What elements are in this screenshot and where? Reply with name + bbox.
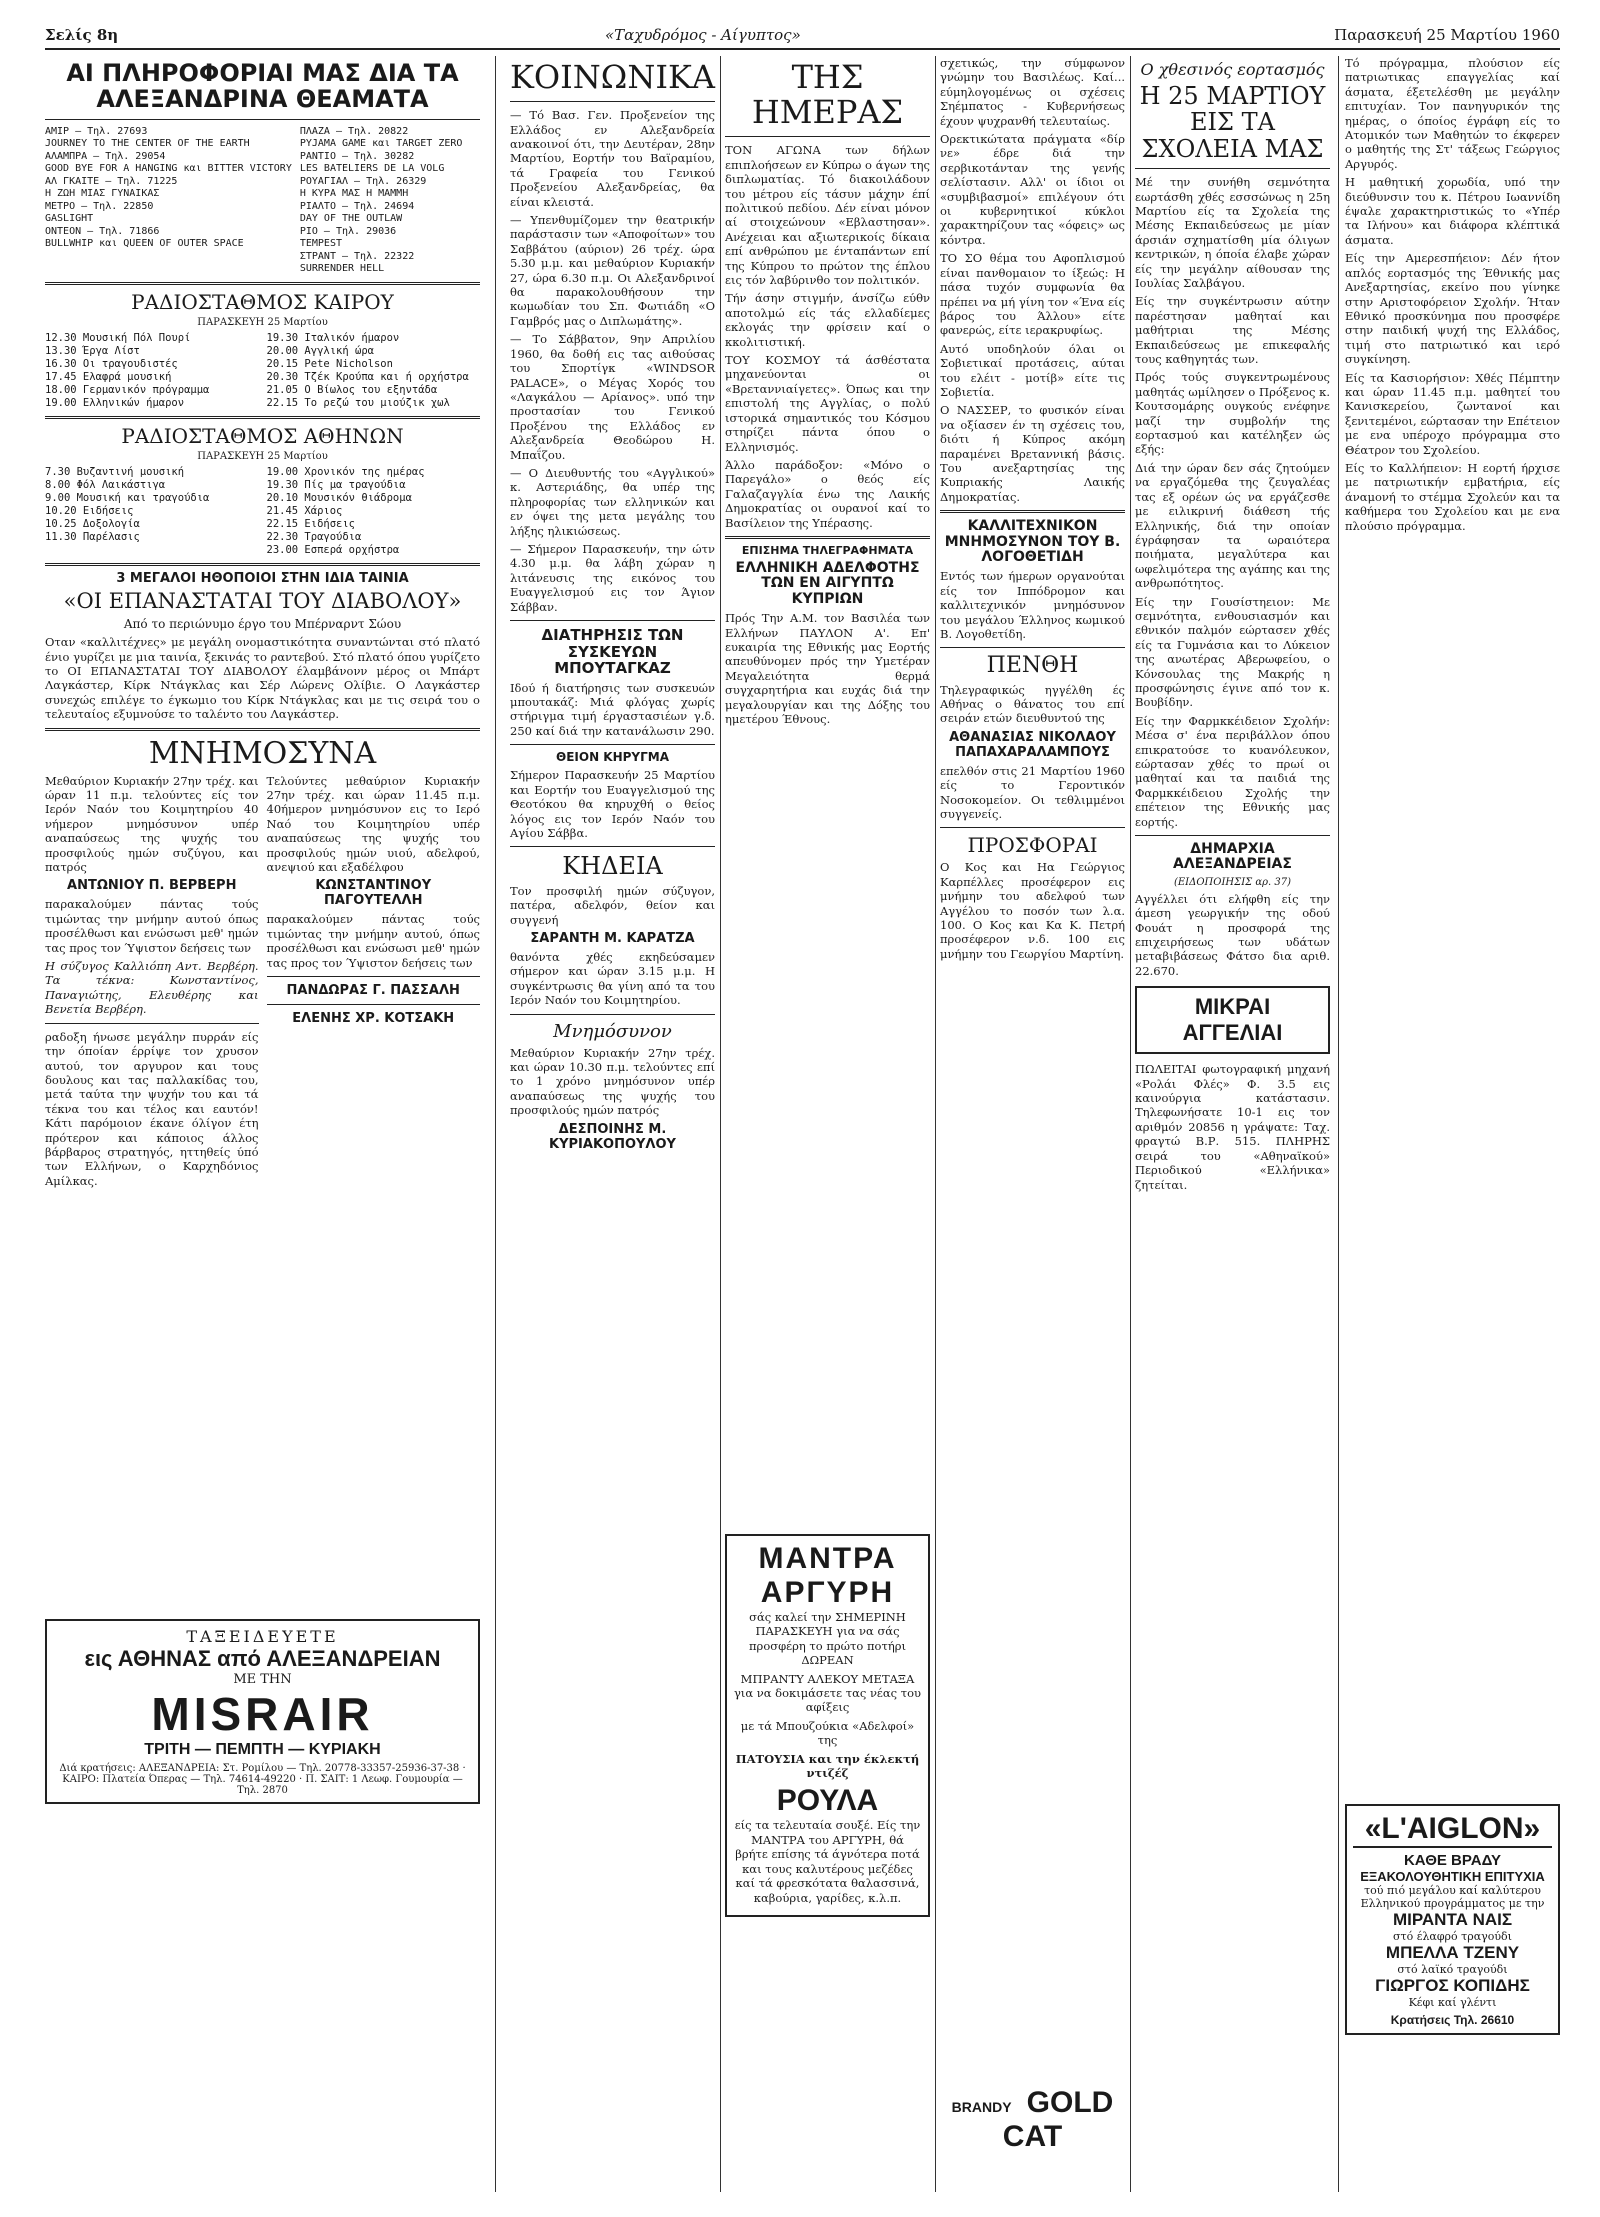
municipality-sub: (ΕΙΔΟΠΟΙΗΣΙΣ αρ. 37) xyxy=(1173,876,1292,888)
cinema-item: ΑΜΙΡ — Τηλ. 27693 xyxy=(45,125,148,137)
article-text: Άλλο παράδοξον: «Μόνο ο Παρεγάλο» ο θεός είς Γαλαζαγγλία ένω της Λαικής Δημοκρατίας οι ουρανοί καί το Βασίλειον της Υπέρασης. xyxy=(725,457,930,530)
schedule-item: 22.15 Ειδήσεις xyxy=(266,517,356,530)
ad-kicker: ΤΑΞΕΙΔΕΥΕΤΕ xyxy=(186,1627,339,1646)
article-text: Είς το Καλλήπειον: Η εορτή ήρχισε με πατριωτικήν εμβατήρια, είς άναμονή το στέμμα Σχολεύν και τα καθήμερα του Σχολείου και με ενα πλούσιο πρόγραμμα. xyxy=(1345,460,1560,533)
column-schools xyxy=(1135,56,1330,2191)
radio-athens-schedule xyxy=(45,466,480,557)
cinema-item: ΡΙΑΛΤΟ — Τηλ. 24694 xyxy=(299,200,415,212)
telegram-text: Πρός Την Α.Μ. τον Βασιλέα των Ελλήνων ΠΑΥΛΟΝ Α'. Επ' ευκαιρία της Εθνικής μας Εορτής απευθύνομεν πρός την Υμετέραν Μεγαλειότητα θερμά συγχαρητήρια και ευχάς διά την μεγαλουργίαν και της Δόξης του ημετέρου Έθνους. xyxy=(725,611,930,727)
cinema-item: LES BATELIERS DE LA VOLG xyxy=(299,163,445,175)
cinema-item: ΑΛΑΜΠΡΑ — Τηλ. 29054 xyxy=(45,150,166,162)
cinema-item: ΟΝΤΕΟΝ — Τηλ. 71866 xyxy=(45,225,160,237)
article-text: — Το Σάββατον, 9ην Απριλίου 1960, θα δοθή εις τας αιθούσας του Σπορτίγκ «WINDSOR PALACE», ο Μέγας Χορός του «Λαγκάλου — Αρίανος». υπό την προστασίαν του Γενικού Προξένου της Ελλάδος εν Αλεξανδρεία Θεοδώρου Η. Μπαΐζου. xyxy=(510,332,715,462)
article-text: σχετικώς, την σύμφωνον γνώμην του Βασιλέως. Καί... εύμηλογομένως οι σχέσεις Σηέμπατος - Κυβερνήσεως έχουν ψυχρανθή τελευταίως. xyxy=(940,56,1125,128)
article-text: Ορεκτικώτατα πράγματα «δίρ νε» έδρε διά την σερβικοτάνταν της γενής σελίστασιν. Αλλ' οι ίδιοι οι «συμβιβασμοί» επιλέγουν ότι οι κυβερνητικοί κύκλοι χαρακτηρίζουν τας «όφεις» ως κόντρα. xyxy=(940,132,1125,247)
film-article: Οταν «καλλιτέχνες» με μεγάλη ονομαστικότητα συναντώνται στό πλατό ένιο γυρίζει με μια ταινία, ξεκινάς το ραντεβού. Στό πλατό όπου γυρίζετο το ΟΙ ΕΠΑΝΑΣΤΑΤΑΙ ΤΟΥ ΔΙΑΒΟΛΟΥ έλαμβάνονν μέρος οι Μπάρτ Λαγκάστερ, Κίρκ Ντάγκλας και Σέρ Λώρενς Ολίβιε. Ο Λαγκάστερ συνεχώς επιλέγε το έγκωμιο του Κίρκ Ντάγκλας και με τις σειρά του ο τελευταίος εξυμνούσε το ταλέντο του Λαγκάστερ. xyxy=(45,635,480,722)
memorial-text: παρακαλούμεν πάντας τούς τιμώντας την μνήμην αυτού, όπως προσέλθωσι και ενώσωσι μεθ' ημών τας προς τον Ύψιστον δεήσεις των xyxy=(266,912,480,970)
ad-brand: MISRAIR xyxy=(151,1688,374,1740)
schedule-item: 22.30 Τραγούδια xyxy=(266,530,362,543)
memorial-text: Μεθαύριον Κυριακήν 27ην τρέχ. και ώραν 11 π.μ. τελούντες είς τον Ιερόν Ναόν του Κοιμητηρίου 40 νήμερον μνημόσυνον υπέρ αναπαύσεως της ψυχής του προσφιλούς ημών συζύγου, και πατρός xyxy=(45,773,259,875)
funeral-name: ΣΑΡΑΝΤΗ Μ. ΚΑΡΑΤΖΑ xyxy=(530,930,695,946)
article-text: Αυτό υποδηλούν όλαι οι Σοβιετικαί προτάσεις, αύται του ελέιτ - μοτίβ» είτε τις Σοβιετία. xyxy=(940,341,1125,399)
masthead xyxy=(45,22,1560,50)
telegrams-title: ΕΠΙΣΗΜΑ ΤΗΛΕΓΡΑΦΗΜΑΤΑ xyxy=(741,543,914,557)
schedule-item: 8.00 Φόλ Λαικάστιγα xyxy=(45,478,166,491)
ad-singer: ΡΟΥΛΑ xyxy=(776,1784,879,1818)
article-text: Είς την Γουσίστηειον: Με σεμνότητα, ενθουσιασμόν και εθνικόν παλμόν εώρτασεν χθές είς τα Γυμνάσια και το Λύκειον της ανωτέρας Αβερωφείου, ο Κόνσουλας της Μακρής η προσφώνησις έγινε από τον κ. Βουβίδην. xyxy=(1135,594,1330,710)
schedule-item: 13.30 Έργα Λίστ xyxy=(45,344,140,357)
schedule-item: 21.05 Ο Βίωλος του εξηντάδα xyxy=(266,383,438,396)
article-text: ΤΟΥ ΚΟΣΜΟΥ τά άσθέστατα μηχανεύονται οι «Βρεταννιαίγετες». Όπως και την επιστολή της Αγγλίας, ο πολύ ιστορικά σημαντικός του Κόσμου στηρίζει πάντα όπου ο Ελληνισμός. xyxy=(725,353,930,454)
schedule-item: 17.45 Ελαφρά μουσική xyxy=(45,370,172,383)
schedule-item: 11.30 Παρέλασις xyxy=(45,530,140,543)
funeral-text: θανόντα χθές εκηδεύσαμεν σήμερον και ώραν 3.15 μ.μ. Η συγκέντρωσις θα γίνη από τα του Ιερόν Ναόν του Κοιμητηρίου. xyxy=(510,949,715,1008)
schedule-item: 19.30 Ιταλικόν ήμαρον xyxy=(266,331,400,344)
memorial-event-head: ΚΑΛΛΙΤΕΧΝΙΚΟΝ ΜΝΗΜΟΣΥΝΟΝ ΤΟΥ Β. ΛΟΓΟΘΕΤΙΔΗ xyxy=(944,518,1121,565)
cinema-item: ΡΑΝΤΙΟ — Τηλ. 30282 xyxy=(299,150,415,162)
cinema-listings xyxy=(45,126,480,276)
memorial-name: ΠΑΝΔΩΡΑΣ Γ. ΠΑΣΣΑΛΗ xyxy=(286,983,460,999)
cinema-item: PYJAMA GAME και TARGET ZERO xyxy=(299,138,463,150)
article-text: Μέ την συνήθη σεμνότητα εωρτάσθη χθές εσσσώνως η 25η Μαρτίου είς τα Σχολεία της Μέσης Εκπαιδεύσεως με μίαν άρσιάν σχηματίσθη μία όλιγων κεντρικών, η όποία έλαβε χώραν είς την μεγάλην αίθουσαν της Ιουλίας Σαλβάγου. xyxy=(1135,175,1330,291)
schedule-item: 23.00 Εσπερά ορχήστρα xyxy=(266,543,400,556)
schedule-item: 20.00 Αγγλική ώρα xyxy=(266,344,374,357)
ad-text: με τά Μπουζούκια «Αδελφοί» της xyxy=(740,1718,915,1748)
radio-athens-date: ΠΑΡΑΣΚΕΥΗ 25 Μαρτίου xyxy=(197,450,328,462)
column-entertainment xyxy=(45,56,480,2191)
schedule-item: 21.45 Χάριος xyxy=(266,504,343,517)
article-text: ΤΟΝ ΑΓΩΝΑ των δήλων επιπλοήσεων εν Κύπρω ο άγων της διπλωματίας. Τό διακοιλάδουν του μέτρου είς τάσυν μάχην έπί πολιτικού πεδίου. Δέν είναι μόνον αί στοιχεώνουν «Εβλαστησαν». Ανέχειαι και αξιωτερικοίς δίκαια επί ανθρώπου με ένταπάντων επί της Κύπρου το πρώτον της έπλου εις τόν λαβύρινθο τον πολιτικόν. xyxy=(725,143,930,288)
mourning-text: επελθόν στις 21 Μαρτίου 1960 είς το Γεροντικόν Νοσοκομείον. Οι τεθλιμμένοι συγγενείς. xyxy=(940,763,1125,822)
cinema-item: GASLIGHT xyxy=(45,213,94,225)
mourning-name: ΑΘΑΝΑΣΙΑΣ ΝΙΚΟΛΑΟΥ ΠΑΠΑΧΑΡΑΛΑΜΠΟΥΣ xyxy=(949,729,1116,760)
article-text: Είς την Αμερεσπήειον: Δέν ήτον απλός εορτασμός της Έθνικής μας Ανεξαρτησίας, εκείνο που γίνηκε στην Αριστοφόρειον Σχολήν. Ήταν Εθνικό προσκύνημα που προσφέρε στην παιδική ψυχή της Ελλάδος, τιμή στο πατριωτικό και ιερό συγκίνηση. xyxy=(1345,251,1560,367)
ad-with: ΜΕ ΤΗΝ xyxy=(233,1672,292,1687)
ad-text: είς τα τελευταία σουξέ. Είς την ΜΑΝΤΡΑ του ΑΡΓΥΡΗ, θά βρήτε επίσης τά άγνότερα ποτά και τους καλυτέρους μεζέδες καί τά φρεσκότατα θαλασσινά, καβούρια, γαρίδες, κ.λ.π. xyxy=(734,1818,921,1905)
schedule-item: 20.15 Pete Nicholson xyxy=(266,357,393,370)
mnemosyno-text: Μεθαύριον Κυριακήν 27ην τρέχ. και ώραν 10.30 π.μ. τελούντες επί το 1 χρόνο μνημόσυνον υπέρ αναπαύσεως της ψυχής του προσφιλούς ημών πατρός xyxy=(510,1045,715,1118)
article-text: Τό πρόγραμμα, πλούσιον είς πατριωτικας επαγγελίας καί άσματα, έξετελέσθη με μεγάλην επιτυχίαν. Τον πανηγυρικόν της ημέρας, ο όποίος έγράφη είς το Ατομικόν των Μαθητών το έκφερεν ο μαθητής της Στ' τάξεως Γεώργιος Αργυρός. xyxy=(1345,56,1560,171)
classifieds-title: ΜΙΚΡΑΙ ΑΓΓΕΛΙΑΙ xyxy=(1182,994,1283,1046)
ad-star: ΓΙΩΡΓΟΣ ΚΟΠΙΔΗΣ xyxy=(1375,1976,1530,1995)
schedule-item: 19.00 Χρονικόν της ημέρας xyxy=(266,465,425,478)
cinema-item: SURRENDER HELL xyxy=(299,263,385,275)
municipality-title: ΔΗΜΑΡΧΙΑ ΑΛΕΞΑΝΔΡΕΙΑΣ xyxy=(1173,841,1292,873)
funeral-text: Τον προσφιλή ημών σύζυγον, πατέρα, αδελφόν, θείον και συγγενή xyxy=(510,883,715,927)
misrair-ad xyxy=(45,1619,480,1804)
municipality-text: Αγγέλλει ότι ελήφθη είς την άμεση γεωργικήν της οδού Φουάτ η προσφορά της επιχειρήσεως των υδάτων μεταβιβάσεως Φάτσο δια αριθ. 22.670. xyxy=(1135,891,1330,978)
sermon-text: Σήμερον Παρασκευήν 25 Μαρτίου και Εορτήν του Ευαγγελισμού της Θεοτόκου θα κηρυχθή ο θείος λόγος εις τον Ιερόν Ναόν του Αγίου Σάββα. xyxy=(510,768,715,840)
schools-kicker: Ο χθεσινός εορτασμός xyxy=(1140,60,1325,79)
schedule-item: 18.00 Γερμανικόν πρόγραμμα xyxy=(45,383,210,396)
schedule-item: 10.25 Δοξολογία xyxy=(45,517,140,530)
ad-route: εις ΑΘΗΝΑΣ από ΑΛΕΞΑΝΔΡΕΙΑΝ xyxy=(84,1646,441,1671)
ad-text: σάς καλεί την ΣΗΜΕΡΙΝΗ ΠΑΡΑΣΚΕΥΗ για να σάς προσφέρη το πρώτο ποτήρι ΔΩΡΕΑΝ xyxy=(749,1610,906,1668)
schedule-item: 9.00 Μουσική και τραγούδια xyxy=(45,491,210,504)
article-text: ραδοξη ήνωσε μεγάλην πυρράν είς την όποίαν έρρίψε τον χρυσον αυτού, τον αργυρον και τους δουλους και τας παλλακίδας του, μετά ταύτα την ψυχήν του και τά τέκνα του και τέλος και εαυτόν! Κάτι παρόμοιον έκανε όλίγον έτη πρότερον και κάποιος άλλος βάρβαρος στρατηγός, ηττηθείς ύπό των Ελλήνων, ο Καρχηδόνιος Αμίλκας. xyxy=(45,1029,259,1188)
ad-text: στό λαϊκό τραγούδι xyxy=(1397,1963,1508,1976)
radio-athens-title: ΡΑΔΙΟΣΤΑΘΜΟΣ ΑΘΗΝΩΝ xyxy=(121,423,404,448)
headline-social: ΚΟΙΝΩΝΙΚΑ xyxy=(510,58,715,96)
cinema-item: Η ΚΥΡΑ ΜΑΣ Η ΜΑΜΜΗ xyxy=(299,188,409,200)
memorial-text: παρακαλούμεν πάντας τούς τιμώντας την μνήμην αυτού όπως προσέλθωσι και ενώσωσι μεθ' ημών τας προς τον Ύψιστον δεήσεις των xyxy=(45,897,259,955)
headline-daily: ΤΗΣ ΗΜΕΡΑΣ xyxy=(751,58,904,132)
ad-text: Κέφι καί γλέντι xyxy=(1408,1996,1497,2009)
radio-cairo-date: ΠΑΡΑΣΚΕΥΗ 25 Μαρτίου xyxy=(197,316,328,328)
newspaper-name: «Ταχυδρόμος - Αίγυπτος» xyxy=(605,26,801,44)
article-text: — Ο Διευθυντής του «Αγγλικού» κ. Αστεριάδης, θα υπέρ της πληροφορίας των ελληνικών και εν όψει της μετα μεγάλης του λήξης ηλικιώσεως. xyxy=(510,465,715,538)
memorial-name: ΑΝΤΩΝΙΟΥ Π. ΒΕΡΒΕΡΗ xyxy=(67,878,237,894)
memorial-event-text: Εντός των ήμερων οργανούται είς τον Ιππόδρομον και καλλιτεχνικόν μνημόσυνον του μεγάλου Έλληνος κωμικού Β. Λογοθετίδη. xyxy=(940,569,1125,641)
page-number: Σελίς 8η xyxy=(45,26,119,44)
article-text: Είς την Φαρμκκέιδειον Σχολήν: Μέσα σ' ένα περιβάλλον όπου επικρατούσε το κυανόλευκον, εώρτασαν χθές το πρωί οι μαθηταί και τα παιδιά της Φαρμκκέιδειου Σχολής την επέτειον της Εθνικής μας εορτής. xyxy=(1135,713,1330,829)
ad-star: ΜΠΕΛΛΑ ΤΖΕΝΥ xyxy=(1385,1943,1520,1962)
cinema-item: ΑΛ ΓΚΑΙΤΕ — Τηλ. 71225 xyxy=(45,175,178,187)
schools-headline: Η 25 ΜΑΡΤΙΟΥ ΕΙΣ ΤΑ ΣΧΟΛΕΙΑ ΜΑΣ xyxy=(1139,82,1326,163)
ad-days: ΤΡΙΤΗ — ΠΕΜΠΤΗ — ΚΥΡΙΑΚΗ xyxy=(144,1741,381,1758)
ad-success: ΕΞΑΚΟΛΟΥΘΗΤΙΚΗ ΕΠΙΤΥΧΙΑ xyxy=(1360,1869,1545,1884)
memorials-grid xyxy=(45,774,480,1193)
ad-text: τού πιό μεγάλου καί καλύτερου Ελληνικού προγράμματος με την xyxy=(1360,1884,1545,1910)
article-text: Είς τα Κασιορήσιον: Χθές Πέμπτην και ώραν 11.45 π.μ. μαθητεί του Κανισκερείου, ζωντανοί και ξενιτεμένοι, εώρτασαν την Επέτειον με ενα υπέροχο πρόγραμμα στο Θέατρον του Σχολείου. xyxy=(1345,370,1560,457)
mourning-text: Τηλεγραφικώς ηγγέλθη ές Αθήνας ο θάνατος του επί σειράν ετών διευθυντού της xyxy=(940,682,1125,726)
cinema-item: Η ΖΩΗ ΜΙΑΣ ΓΥΝΑΙΚΑΣ xyxy=(45,188,160,200)
schedule-item: 22.15 Το ρεζώ του μιούζικ χωλ xyxy=(266,396,450,409)
memorials-title: ΜΝΗΜΟΣΥΝΑ xyxy=(148,735,377,771)
article-text: Είς την συγκέντρωσιν αύτην παρέστησαν μαθηταί και μαθήτριαι της Μέσης Εκπαιδεύσεως με επικεφαλής τους καθηγητάς των. xyxy=(1135,294,1330,367)
ad-gold-cat: GOLD CAT xyxy=(1002,2086,1114,2153)
cinema-item: JOURNEY TO THE CENTER OF THE EARTH xyxy=(45,138,250,150)
cinema-list-right xyxy=(300,126,480,276)
memorial-text: Τελούντες μεθαύριον Κυριακήν 27ην τρέχ. και ώραν 11.45 π.μ. 40ήμερον μνημόσυνον εις το Ιερό Ναό του Κοιμητηρίου υπέρ αναπαύσεως της ψυχής του προσφιλούς ημών υιού, αδελφού, ανεψιού και εξαδέλφου xyxy=(266,773,480,875)
schedule-item: 7.30 Βυζαντινή μουσική xyxy=(45,465,185,478)
cinema-item: ΡΟΥΑΓΙΑΛ — Τηλ. 26329 xyxy=(299,175,427,187)
ad-venue: «L'AIGLON» xyxy=(1353,1812,1552,1848)
radio-cairo-schedule xyxy=(45,332,480,410)
ad-text: ΜΠΡΑΝΤΥ ΑΛΕΚΟΥ ΜΕΤΑΞΑ για να δοκιμάσετε τας νέας του αφίξεις xyxy=(733,1671,922,1715)
memorial-name: ΚΩΝΣΤΑΝΤΙΝΟΥ ΠΑΓΟΥΤΕΛΛΗ xyxy=(315,878,432,909)
ad-star: ΜΙΡΑΝΤΑ ΝΑΙΣ xyxy=(1392,1910,1513,1929)
article-text: ΤΟ ΣΟ θέμα του Αφοπλισμού είναι πανθομαιον το ίξεώς: Η πάσα τυχόν συμφωνία θα πρέπει να μή γίνη τον «Ένα είς βάρος του Άλλου» είτε φανερώς, είτε ιερακρυφίως. xyxy=(940,251,1125,338)
cinema-item: TEMPEST xyxy=(299,238,342,250)
article-text: Η μαθητική χορωδία, υπό την διεύθυνσιν του κ. Πέτρου Ιωαννίδη έψαλε χαρακτηριστικώς το «Υπέρ τα Ιλήνου» και διάφορα κλέπτικά άσματα. xyxy=(1345,175,1560,247)
memorial-name: ΕΛΕΝΗΣ ΧΡ. ΚΟΤΣΑΚΗ xyxy=(292,1011,455,1027)
classifieds-text: ΠΩΛΕΙΤΑΙ φωτογραφική μηχανή «Ρολάι Φλές» Φ. 3.5 εις καινούργια κατάστασιν. Τηλεφωνήσατε 10-1 εις τον αριθμόν 20856 η γράψατε: Ταχ. φραγτώ Β.Ρ. 515. ΠΛΗΡΗΣ σειρά του «Αθηναϊκού» Περιοδικού «Ελλήνικα» ζητείται. xyxy=(1135,1062,1330,1192)
schedule-item: 10.20 Ειδήσεις xyxy=(45,504,134,517)
film-title: «ΟΙ ΕΠΑΝΑΣΤΑΤΑΙ ΤΟΥ ΔΙΑΒΟΛΟΥ» xyxy=(63,589,462,614)
classifieds-header xyxy=(1135,986,1330,1054)
funeral-title: ΚΗΔΕΙΑ xyxy=(562,852,663,881)
laiglon-ad xyxy=(1345,1804,1560,2035)
cinema-item: GOOD BYE FOR A HANGING και BITTER VICTORY xyxy=(45,163,292,175)
article-text: — Σήμερον Παρασκευήν, την ώτν 4.30 μ.μ. θα λάβη χώραν η λιτάνευσις της εικόνος του Ευαγγελισμού εις τον Άγιον Σάββαν. xyxy=(510,541,715,614)
ad-contact: Διά κρατήσεις: ΑΛΕΞΑΝΔΡΕΙΑ: Στ. Ρομίλου — Τηλ. 20778-33357-25936-37-38 · ΚΑΙΡΟ: Πλατεία Όπερας — Τηλ. 74614-49220 · Π. ΣΑΙΤ: 1 Λεωφ. Γουμουρία — Τηλ. 2870 xyxy=(59,1763,466,1796)
cinema-item: ΠΛΑΖΑ — Τηλ. 20822 xyxy=(299,125,409,137)
schedule-item: 16.30 Οι τραγουδιστές xyxy=(45,357,178,370)
ad-text: στό έλαφρό τραγούδι xyxy=(1393,1930,1512,1943)
mantra-argyri-ad xyxy=(725,1534,930,1917)
column-social xyxy=(510,56,715,2191)
offers-text: Ο Κος και Ηα Γεώργιος Καρπέλλες προσέφερον εις μνήμην του αδελφού των Αγγέλου το ποσόν των λ.α. 100. Ο Κος και Κα Κ. Πετρή προσέφερον ν.δ. 100 εις μνήμην του Γεωργίου Μαρτίνη. xyxy=(940,860,1125,961)
cinema-list-left xyxy=(45,126,292,276)
issue-date: Παρασκευή 25 Μαρτίου 1960 xyxy=(1334,26,1560,44)
telegram-head: ΕΛΛΗΝΙΚΗ ΑΔΕΛΦΟΤΗΣ ΤΩΝ ΕΝ ΑΙΓΥΠΤΩ ΚΥΠΡΙΩΝ xyxy=(735,560,920,607)
ad-every-night: ΚΑΘΕ ΒΡΑΔΥ xyxy=(1403,1852,1502,1869)
column-politics xyxy=(940,56,1125,2191)
ad-brandy: BRANDY xyxy=(951,2099,1012,2115)
column-schools-continued xyxy=(1345,56,1560,2191)
mnemosyno-name: ΔΕΣΠΟΙΝΗΣ Μ. ΚΥΡΙΑΚΟΠΟΥΛΟΥ xyxy=(549,1121,676,1152)
cinema-item: ΡΙΟ — Τηλ. 29036 xyxy=(299,225,397,237)
appliance-ad-text: Ιδού ή διατήρησις των συσκευών μπουτακάζ: Μιά φλόγας χωρίς στήριγμα τιμή έργαστασιέων γ.δ. 250 καί διά την κατανάλωσιν 290. xyxy=(510,680,715,738)
mnemosyno-title: Μνημόσυνον xyxy=(553,1020,672,1042)
cinema-item: BULLWHIP και QUEEN OF OUTER SPACE xyxy=(45,238,244,250)
article-text: Τήν άσην στιγμήν, άνσίζω εύθν αποτολμώ είς τάς ελλαδίεμες εκλογάς την φρίσειν καί ο κκολιτιστική. xyxy=(725,291,930,349)
schedule-item: 19.00 Ελληνικών ήμαρον xyxy=(45,396,185,409)
schedule-item: 20.30 Τζέκ Κρούπα και ή ορχήστρα xyxy=(266,370,469,383)
memorial-signature: Η σύζυγος Καλλιόπη Αντ. Βερβέρη. Τα τέκνα: Κωνσταντίνος, Παναγιώτης, Ελευθέρης και Βενετία Βερβέρη. xyxy=(45,959,259,1017)
ad-text: ΠΑΤΟΥΣΙΑ και την έκλεκτή ντιζέζ xyxy=(735,1751,920,1781)
radio-cairo-title: ΡΑΔΙΟΣΤΑΘΜΟΣ ΚΑΙΡΟΥ xyxy=(131,289,394,314)
cinema-item: ΣΤΡΑΝΤ — Τηλ. 22322 xyxy=(299,250,415,262)
schedule-item: 19.30 Πίς μα τραγούδια xyxy=(266,478,406,491)
ad-title: ΜΑΝΤΡΑ ΑΡΓΥΡΗ xyxy=(758,1542,897,1609)
schedule-item: 20.10 Μουσικόν θιάδρομα xyxy=(266,491,412,504)
headline-spectacles: ΑΙ ΠΛΗΡΟΦΟΡΙΑΙ ΜΑΣ ΔΙΑ ΤΑ ΑΛΕΞΑΝΔΡΙΝΑ ΘΕΑΜΑΤΑ xyxy=(66,59,459,114)
sermon-title: ΘΕΙΟΝ ΚΗΡΥΓΜΑ xyxy=(556,750,669,765)
column-daily xyxy=(725,56,930,2191)
article-text: Πρός τούς συγκεντρωμένους μαθητάς ωμίλησεν ο Πρόξενος κ. Κουτσομάρης ουγκούς ενέφηνε μαζί την συμβολήν της εορτασμού και κατέληξεν ώς εξής: xyxy=(1135,370,1330,457)
article-text: Διά την ώραν δεν σάς ζητούμεν να εργαζόμεθα της ζευγαλέας τας εξ ορέων ώς να εργάζεσθε με ειλικρινή διάθεση τής Ελληνικής, διά την οποίαν έγράφησαν τα ωραιότερα ποιήματα, μεγαλύτερα και ωφελιμότερα της αγάπης και της ανθρωπότητος. xyxy=(1135,460,1330,591)
article-text: — Υπενθυμίζομεν την θεατρικήν παράστασιν των «Αποφοίτων» του Σαββάτου (αύριον) 26 τρέχ. ώρα 5.30 μ.μ. και μεθαύριον Κυριακήν 27, ώρα 6.30 π.μ. Οι Αλεξανδρινοί θα παρακολουθήσουν την κωμωδίαν του Σπ. Φωτιάδη «Ο Γαμβρός μας ο Διπλωμάτης». xyxy=(510,213,715,328)
mourning-title: ΠΕΝΘΗ xyxy=(986,653,1079,679)
cinema-item: DAY OF THE OUTLAW xyxy=(299,213,403,225)
appliance-ad-title: ΔΙΑΤΗΡΗΣΙΣ ΤΩΝ ΣΥΣΚΕΥΩΝ ΜΠΟΥΤΑΓΚΑΖ xyxy=(541,626,684,677)
ad-phone: Κρατήσεις Τηλ. 26610 xyxy=(1390,2013,1515,2027)
film-kicker: 3 ΜΕΓΑΛΟΙ ΗΘΟΠΟΙΟΙ ΣΤΗΝ ΙΔΙΑ ΤΑΙΝΙΑ xyxy=(116,570,409,586)
film-subtitle: Από το περιώνυμο έργο του Μπέρναρντ Σώου xyxy=(123,617,402,632)
gold-cat-ad xyxy=(940,2086,1125,2154)
article-text: — Τό Βασ. Γεν. Προξενείον της Ελλάδος εν Αλεξανδρεία ανακοινοί ότι, την Δευτέραν, 28ην Μαρτίου, Εορτήν του Βαϊραμίου, τά Γραφεία του Γενικού Προξενείου Αλεξανδρείας, θα είναι κλειστά. xyxy=(510,108,715,209)
cinema-item: ΜΕΤΡΟ — Τηλ. 22850 xyxy=(45,200,154,212)
offers-title: ΠΡΟΣΦΟΡΑΙ xyxy=(967,833,1098,858)
article-text: Ο ΝΑΣΣΕΡ, το φυσικόν είναι να οξίασεν έν τη σχέσεις του, διότι ή Κύπρος ακόμη παραμένει Βρεταννική βάσις. Του ανεξαρτησίας της Κυπριακής Λαικής Δημοκρατίας. xyxy=(940,403,1125,504)
schedule-item: 12.30 Μουσική Πόλ Πουρί xyxy=(45,331,191,344)
